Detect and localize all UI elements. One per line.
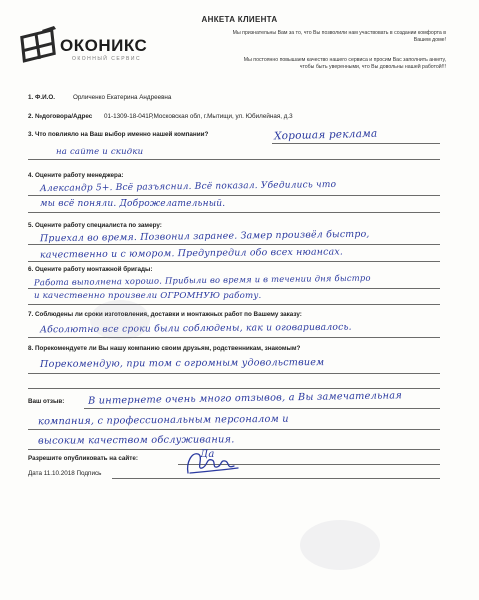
date-label: Дата 11.10.2018 Подпись xyxy=(28,470,102,477)
q3-label: 3. Что повлияло на Ваш выбор именно нашей компании? xyxy=(28,131,209,138)
logo-tagline: ОКОННЫЙ СЕРВИС xyxy=(72,56,142,62)
answer-rule xyxy=(28,388,440,389)
answer-rule xyxy=(28,195,440,196)
paper-smudge xyxy=(90,300,150,340)
q6-answer-line2: и качественно произвели ОГРОМНУЮ работу. xyxy=(34,291,262,301)
q3-answer-line1: Хорошая реклама xyxy=(273,127,378,143)
q2-value: 01-1309-18-041Р,Московская обл, г.Мытищи, ул. Юбилейная, д.3 xyxy=(104,113,293,120)
review-label: Ваш отзыв: xyxy=(28,398,65,405)
intro-request: Мы постоянно повышаем качество нашего сервиса и просим Вас заполнить анкету, чтобы быть уверенными, что Вы довольны нашей работой!!! xyxy=(243,57,446,70)
q8-label: 8. Порекомендуете ли Вы нашу компанию своим друзьям, родственникам, знакомым? xyxy=(28,345,301,352)
intro-thanks: Мы признательны Вам за то, что Вы позволили нам участвовать в создании комфорта в Вашем доме! xyxy=(232,30,446,43)
answer-rule xyxy=(28,429,440,430)
review-line2: компания, с профессиональным персоналом и xyxy=(37,413,289,428)
q4-answer-line2: мы всё поняли. Доброжелательный. xyxy=(40,199,226,209)
q1-label: 1. Ф.И.О. xyxy=(28,94,56,101)
q4-label: 4. Оцените работу менеджера: xyxy=(28,172,124,179)
answer-rule xyxy=(272,143,440,144)
q7-answer-line1: Абсолютно все сроки были соблюдены, как и оговаривалось. xyxy=(39,321,352,336)
answer-rule xyxy=(28,337,440,338)
company-logo xyxy=(20,26,180,66)
answer-rule xyxy=(28,288,440,289)
form-title: АНКЕТА КЛИЕНТА xyxy=(201,15,278,24)
publish-label: Разрешите опубликовать на сайте: xyxy=(28,455,138,462)
answer-rule xyxy=(28,261,440,262)
answer-rule xyxy=(28,159,440,160)
paper-smudge xyxy=(300,520,380,570)
review-line1: В интернете очень много отзывов, а Вы замечательная xyxy=(87,390,403,407)
q5-label: 5. Оцените работу специалиста по замеру: xyxy=(28,222,162,229)
q3-answer-line2: на сайте и скидки xyxy=(56,147,144,157)
answer-rule xyxy=(28,244,440,245)
window-logo-icon xyxy=(20,26,60,64)
answer-rule xyxy=(28,212,440,213)
q1-value: Орличенко Екатерина Андреевна xyxy=(73,94,172,101)
answer-rule xyxy=(84,408,440,409)
q2-label: 2. №договора/Адрес xyxy=(28,113,93,120)
signature-rule xyxy=(112,478,440,479)
answer-rule xyxy=(28,304,440,305)
logo-name: ОКОНИКС xyxy=(60,36,148,55)
q5-answer-line2: качественно и с юмором. Предупредил обо всех нюансах. xyxy=(39,246,344,261)
q6-answer-line1: Работа выполнена хорошо. Прибыли во время и в течении дня быстро xyxy=(33,272,371,288)
publish-value: Да xyxy=(200,449,215,460)
q7-label: 7. Соблюдены ли сроки изготовления, доставки и монтажных работ по Вашему заказу: xyxy=(28,311,302,318)
q8-answer-line1: Порекомендую, при том с огромным удовольствием xyxy=(39,357,325,370)
q6-label: 6. Оцените работу монтажной бригады: xyxy=(28,266,153,273)
q5-answer-line1: Приехал во время. Позвонил заранее. Замер произвёл быстро, xyxy=(39,228,370,245)
answer-rule xyxy=(28,373,440,374)
q4-answer-line1: Александр 5+. Всё разъяснил. Всё показал. Убедились что xyxy=(39,179,337,195)
customer-signature xyxy=(182,448,242,478)
review-line3: высоким качеством обслуживания. xyxy=(37,434,235,447)
